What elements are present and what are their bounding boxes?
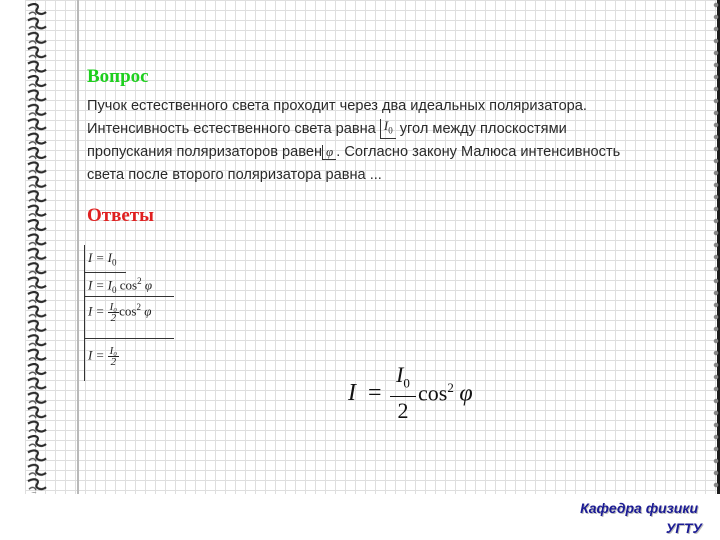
answer-option-4[interactable] xyxy=(88,346,119,367)
i0-symbol: I xyxy=(383,118,389,134)
formula-numerator xyxy=(390,362,416,397)
formula-denominator: 2 xyxy=(397,398,409,424)
answers-bracket xyxy=(84,245,85,381)
option-2-rhs: I xyxy=(107,277,112,293)
answer-option-3[interactable] xyxy=(88,302,151,323)
option-2-cos-power: 2 xyxy=(137,276,142,286)
option-4-denominator: 2 xyxy=(110,356,117,368)
answers-heading: Ответы xyxy=(87,205,154,226)
footer-department: Кафедра физики xyxy=(580,500,698,516)
spiral-binding xyxy=(26,3,48,493)
right-spiral-binding xyxy=(710,0,720,492)
option-2-phi: φ xyxy=(141,277,153,293)
question-line-2-end: угол между плоскостями xyxy=(399,121,567,137)
option-3-eq: = xyxy=(92,303,108,319)
question-line-3-end: . Согласно закону Малюса интенсивность xyxy=(336,144,621,160)
option-3-denominator: 2 xyxy=(110,312,117,324)
option-2-lhs: I xyxy=(88,277,93,293)
phi-symbol: φ xyxy=(326,143,334,159)
question-line-2 xyxy=(87,118,702,141)
option-1-rhs: I xyxy=(107,250,112,265)
question-line-3-start: пропускания поляризаторов равен xyxy=(87,144,323,160)
formula-cos: cos xyxy=(418,380,448,406)
option-4-numerator: I₀ xyxy=(109,345,118,357)
option-1-eq: = xyxy=(92,250,108,265)
formula-fraction xyxy=(390,362,416,425)
formula-phi: φ xyxy=(459,380,473,407)
question-line-2-start: Интенсивность естественного света равна xyxy=(87,121,376,137)
option-3-lhs: I xyxy=(88,303,93,319)
option-2-eq: = xyxy=(92,277,108,293)
i0-symbol-box xyxy=(380,119,396,139)
margin-line xyxy=(77,0,79,494)
question-line-3 xyxy=(87,141,702,164)
formula-cos-term xyxy=(418,380,473,407)
option-3-numerator: I₀ xyxy=(109,301,118,313)
option-1-rhs-sub: 0 xyxy=(111,257,117,268)
footer-university: УГТУ xyxy=(665,520,702,536)
option-separator-1 xyxy=(84,272,126,273)
question-heading: Вопрос xyxy=(87,66,149,87)
option-3-cos: cos xyxy=(119,303,137,319)
option-4-fraction xyxy=(108,346,120,367)
answer-option-2[interactable] xyxy=(88,276,152,295)
answer-option-1[interactable] xyxy=(88,250,116,268)
option-1-lhs: I xyxy=(88,250,93,265)
option-2-cos: cos xyxy=(116,277,138,293)
option-3-phi: φ xyxy=(140,303,152,319)
option-3-fraction xyxy=(108,302,120,323)
option-separator-3 xyxy=(84,338,174,339)
option-2-rhs-sub: 0 xyxy=(111,284,117,295)
phi-symbol-box xyxy=(322,145,336,160)
formula-equals: = xyxy=(368,380,382,406)
formula-numerator-sub: 0 xyxy=(403,375,410,391)
formula-lhs: I xyxy=(348,380,356,406)
malus-law-formula xyxy=(348,362,488,428)
option-3-cos-power: 2 xyxy=(136,302,141,313)
formula-cos-power: 2 xyxy=(447,380,454,395)
question-line-4: света после второго поляризатора равна ... xyxy=(87,167,382,183)
formula-numerator-symbol: I xyxy=(396,362,404,387)
question-line-1: Пучок естественного света проходит через два идеальных поляризатора. xyxy=(87,98,587,114)
option-separator-2 xyxy=(84,296,174,297)
option-4-eq: = xyxy=(92,347,108,363)
i0-subscript: 0 xyxy=(388,125,393,136)
option-4-lhs: I xyxy=(88,347,93,363)
question-text xyxy=(87,95,702,187)
